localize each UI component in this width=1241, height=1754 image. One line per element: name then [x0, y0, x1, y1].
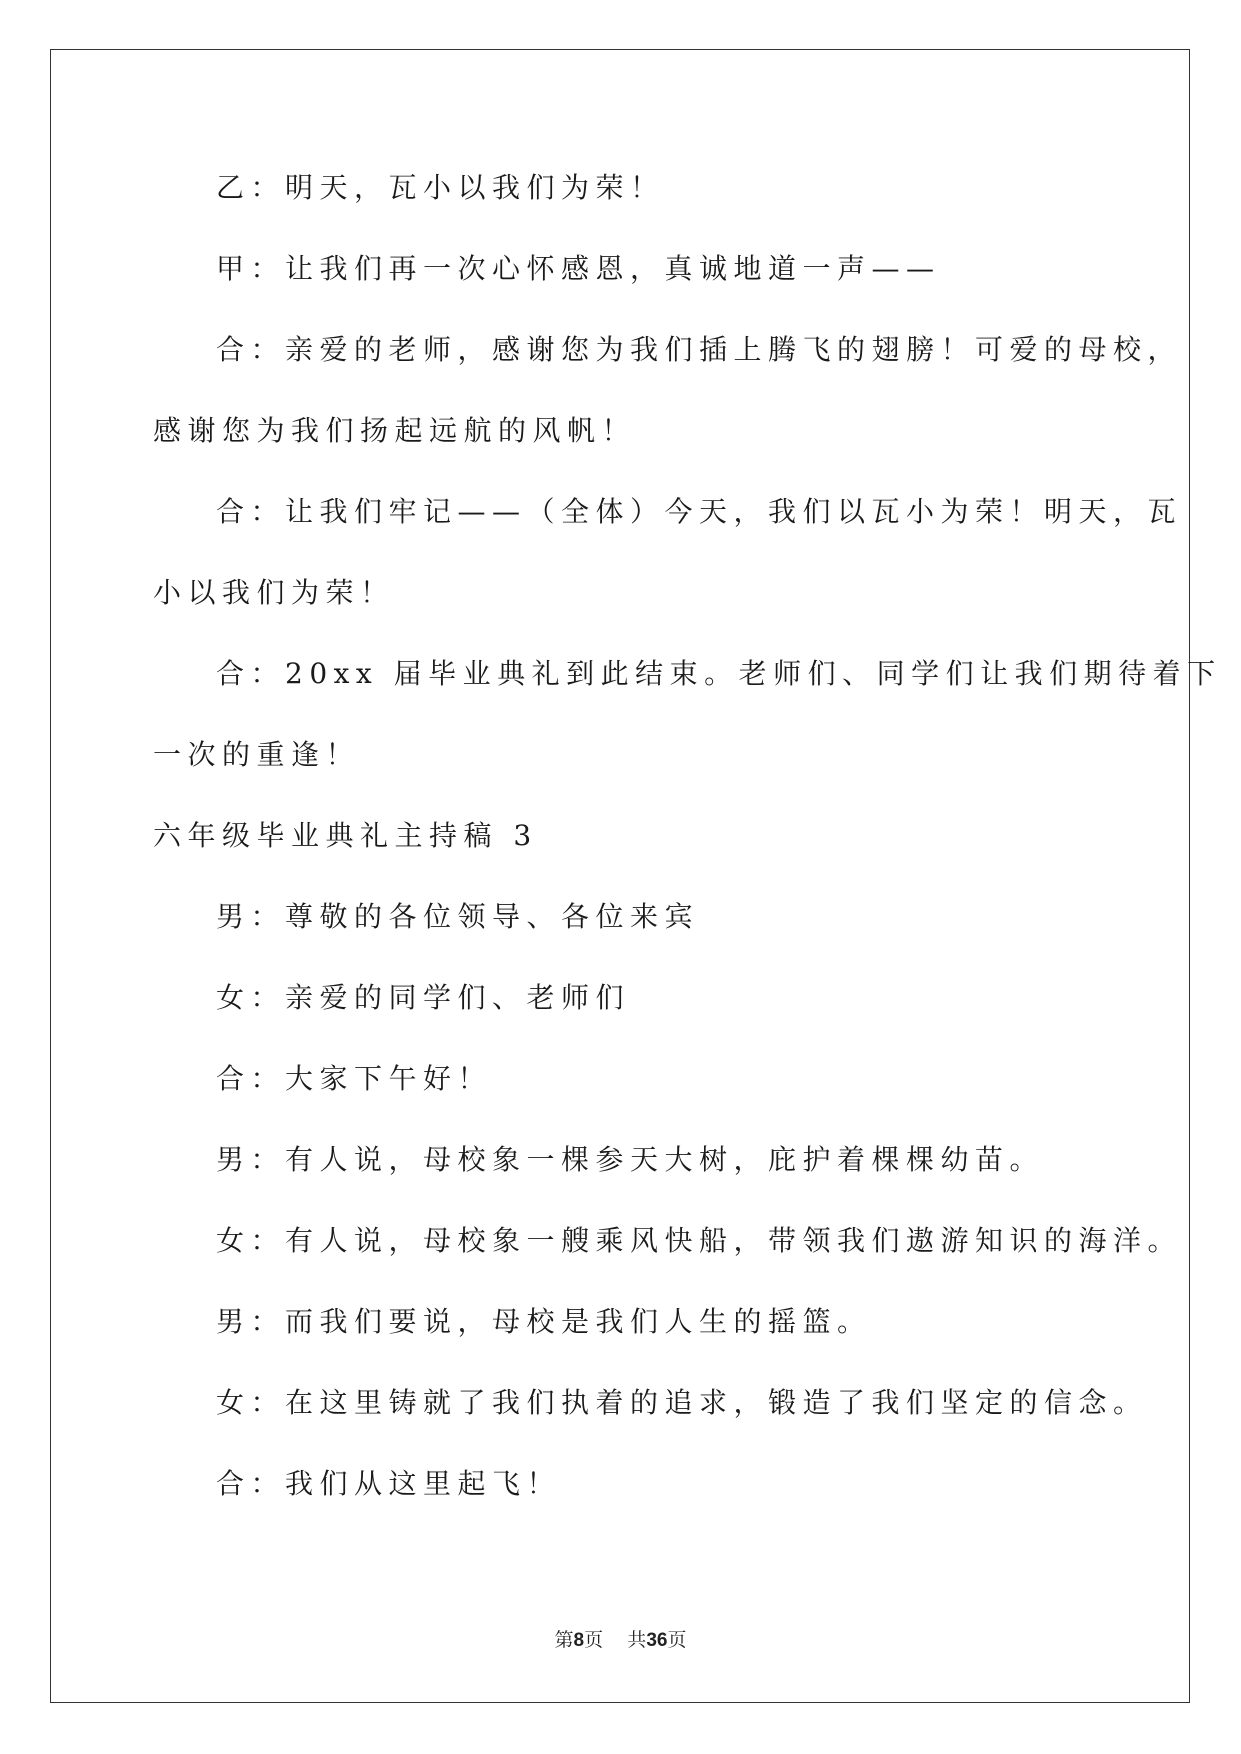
- text-line-5: 合：让我们牢记——（全体）今天，我们以瓦小为荣！明天，瓦: [216, 495, 1183, 528]
- text-line-17: 合：我们从这里起飞！: [216, 1467, 562, 1500]
- text-line-12: 合：大家下午好！: [216, 1062, 493, 1095]
- text-line-6: 小以我们为荣！: [153, 576, 395, 609]
- text-line-16: 女：在这里铸就了我们执着的追求，锻造了我们坚定的信念。: [216, 1386, 1148, 1419]
- section-heading: 六年级毕业典礼主持稿 3: [153, 819, 538, 852]
- page-suffix: 页: [584, 1629, 604, 1651]
- page-number: 8: [573, 1630, 585, 1651]
- text-line-3: 合：亲爱的老师，感谢您为我们插上腾飞的翅膀！可爱的母校，: [216, 333, 1183, 366]
- page-frame: [50, 49, 1190, 1703]
- text-line-8: 一次的重逢！: [153, 738, 361, 771]
- total-prefix: 共: [627, 1629, 647, 1651]
- text-line-15: 男：而我们要说，母校是我们人生的摇篮。: [216, 1305, 872, 1338]
- text-line-11: 女：亲爱的同学们、老师们: [216, 981, 631, 1014]
- total-pages: 36: [646, 1630, 668, 1651]
- text-line-4: 感谢您为我们扬起远航的风帆！: [153, 414, 637, 447]
- text-line-2: 甲：让我们再一次心怀感恩，真诚地道一声——: [216, 252, 941, 285]
- page-prefix: 第: [554, 1629, 574, 1651]
- text-line-10: 男：尊敬的各位领导、各位来宾: [216, 900, 700, 933]
- text-line-1: 乙：明天，瓦小以我们为荣！: [216, 171, 665, 204]
- total-suffix: 页: [667, 1629, 687, 1651]
- page-footer: [0, 1628, 1241, 1653]
- text-line-14: 女：有人说，母校象一艘乘风快船，带领我们遨游知识的海洋。: [216, 1224, 1183, 1257]
- text-line-13: 男：有人说，母校象一棵参天大树，庇护着棵棵幼苗。: [216, 1143, 1045, 1176]
- text-line-7: 合：20xx 届毕业典礼到此结束。老师们、同学们让我们期待着下: [216, 657, 1222, 690]
